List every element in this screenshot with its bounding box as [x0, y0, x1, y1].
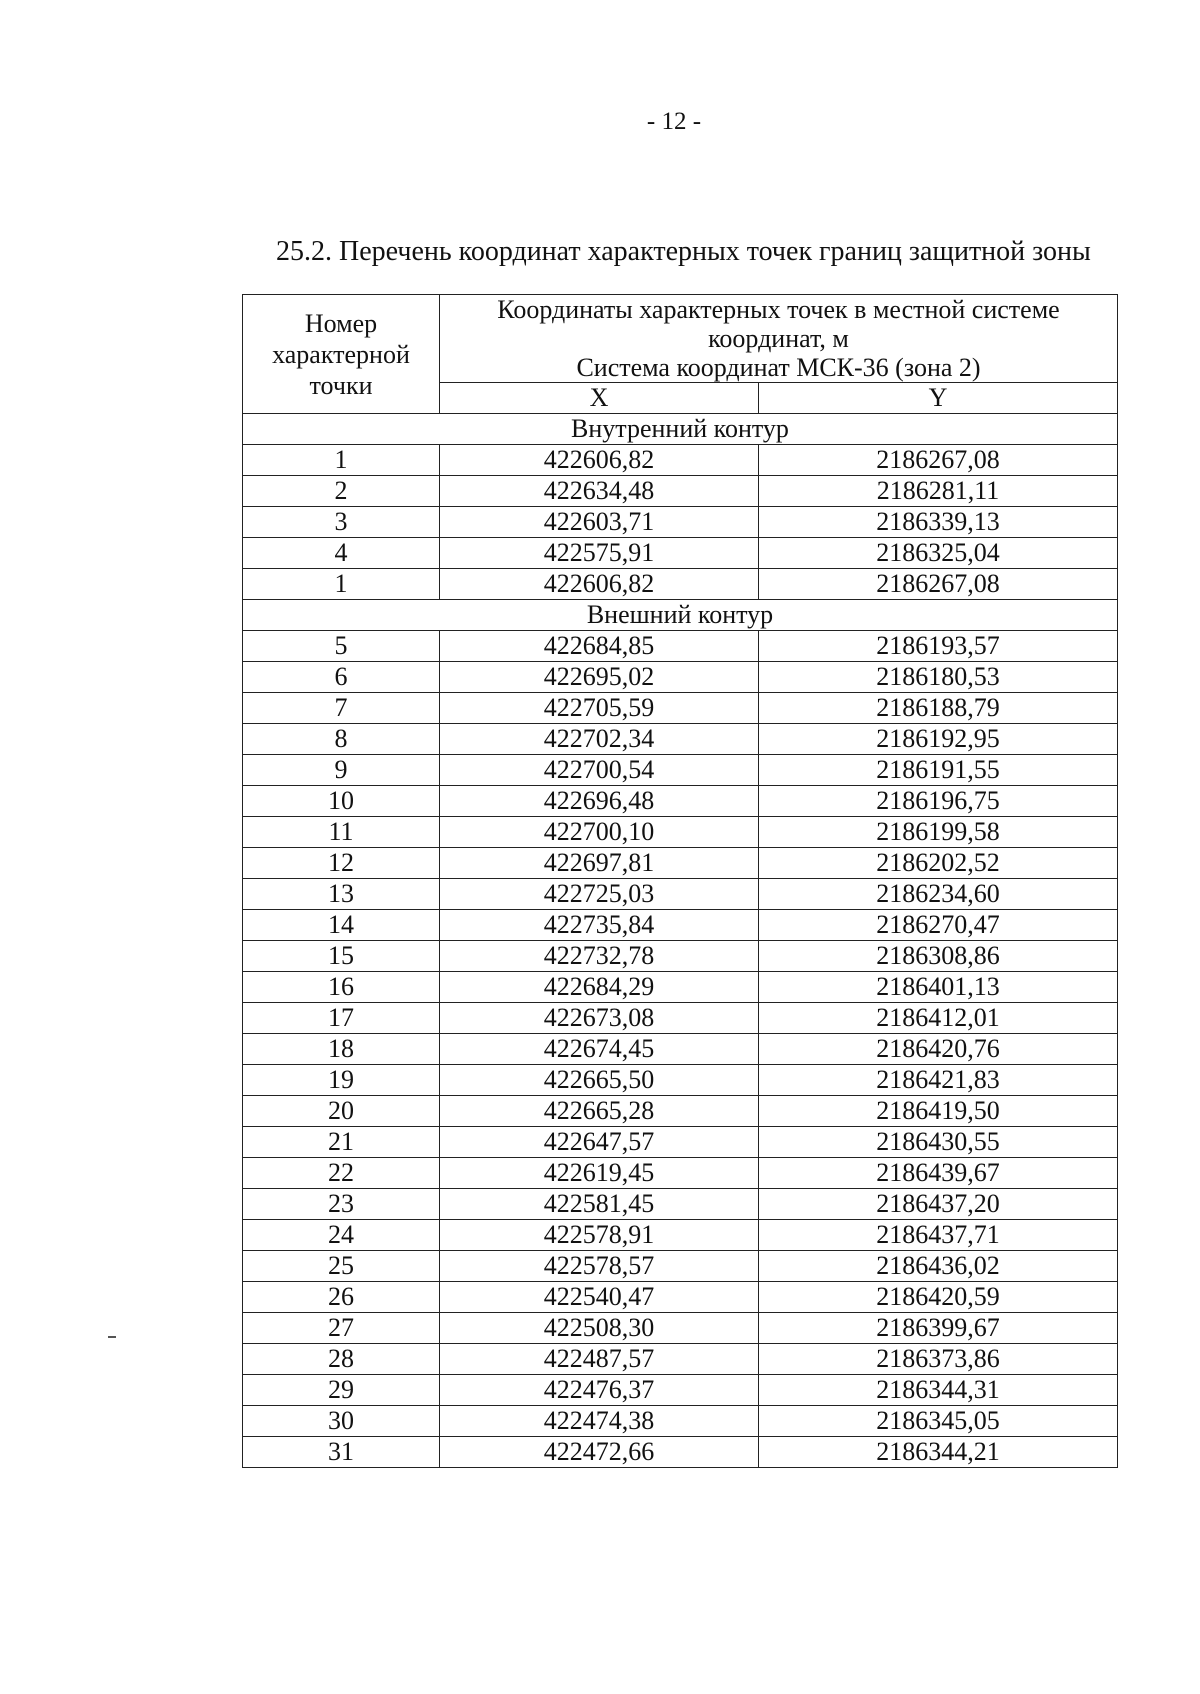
- y-coordinate-cell: 2186180,53: [759, 662, 1118, 693]
- point-number-cell: 16: [243, 972, 440, 1003]
- header-point-number-line: Номер: [304, 308, 378, 338]
- point-number-cell: 26: [243, 1282, 440, 1313]
- table-row: [243, 1189, 1118, 1220]
- header-coordinates-line: Система координат МСК-36 (зона 2): [576, 353, 981, 382]
- header-x: X: [440, 383, 759, 414]
- point-number-cell: 8: [243, 724, 440, 755]
- section-title-cell: Внешний контур: [243, 600, 1118, 631]
- y-coordinate-cell: 2186430,55: [759, 1127, 1118, 1158]
- section-row: [243, 600, 1118, 631]
- page-number: - 12 -: [646, 108, 702, 135]
- point-number-cell: 1: [243, 569, 440, 600]
- table-row: [243, 631, 1118, 662]
- y-coordinate-cell: 2186234,60: [759, 879, 1118, 910]
- table-row: [243, 1034, 1118, 1065]
- x-coordinate-cell: 422540,47: [440, 1282, 759, 1313]
- x-coordinate-cell: 422674,45: [440, 1034, 759, 1065]
- y-coordinate-cell: 2186199,58: [759, 817, 1118, 848]
- header-point-number-line: точки: [309, 370, 373, 400]
- x-coordinate-cell: 422578,57: [440, 1251, 759, 1282]
- y-coordinate-cell: 2186436,02: [759, 1251, 1118, 1282]
- y-coordinate-cell: 2186270,47: [759, 910, 1118, 941]
- x-coordinate-cell: 422673,08: [440, 1003, 759, 1034]
- x-coordinate-cell: 422619,45: [440, 1158, 759, 1189]
- x-coordinate-cell: 422472,66: [440, 1437, 759, 1468]
- x-coordinate-cell: 422578,91: [440, 1220, 759, 1251]
- y-coordinate-cell: 2186345,05: [759, 1406, 1118, 1437]
- y-coordinate-cell: 2186421,83: [759, 1065, 1118, 1096]
- x-coordinate-cell: 422474,38: [440, 1406, 759, 1437]
- table-row: [243, 724, 1118, 755]
- y-coordinate-cell: 2186401,13: [759, 972, 1118, 1003]
- table-row: [243, 910, 1118, 941]
- x-coordinate-cell: 422700,10: [440, 817, 759, 848]
- point-number-cell: 6: [243, 662, 440, 693]
- y-coordinate-cell: 2186399,67: [759, 1313, 1118, 1344]
- table-row: [243, 1251, 1118, 1282]
- x-coordinate-cell: 422700,54: [440, 755, 759, 786]
- header-coordinates-line: координат, м: [708, 324, 849, 353]
- x-coordinate-cell: 422606,82: [440, 569, 759, 600]
- point-number-cell: 5: [243, 631, 440, 662]
- y-coordinate-cell: 2186344,31: [759, 1375, 1118, 1406]
- x-coordinate-cell: 422725,03: [440, 879, 759, 910]
- table-row: [243, 879, 1118, 910]
- point-number-cell: 29: [243, 1375, 440, 1406]
- y-coordinate-cell: 2186437,71: [759, 1220, 1118, 1251]
- table-row: [243, 1406, 1118, 1437]
- table-row: [243, 569, 1118, 600]
- coordinates-table: [242, 294, 1118, 1468]
- point-number-cell: 2: [243, 476, 440, 507]
- y-coordinate-cell: 2186412,01: [759, 1003, 1118, 1034]
- table-row: [243, 507, 1118, 538]
- y-coordinate-cell: 2186325,04: [759, 538, 1118, 569]
- x-coordinate-cell: 422647,57: [440, 1127, 759, 1158]
- table-row: [243, 1344, 1118, 1375]
- y-coordinate-cell: 2186308,86: [759, 941, 1118, 972]
- y-coordinate-cell: 2186344,21: [759, 1437, 1118, 1468]
- table-row: [243, 1065, 1118, 1096]
- table-row: [243, 848, 1118, 879]
- y-coordinate-cell: 2186439,67: [759, 1158, 1118, 1189]
- x-coordinate-cell: 422732,78: [440, 941, 759, 972]
- point-number-cell: 10: [243, 786, 440, 817]
- table-row: [243, 817, 1118, 848]
- header-coordinates: [440, 295, 1118, 383]
- point-number-cell: 15: [243, 941, 440, 972]
- table-row: [243, 1375, 1118, 1406]
- point-number-cell: 19: [243, 1065, 440, 1096]
- point-number-cell: 11: [243, 817, 440, 848]
- table-row: [243, 1282, 1118, 1313]
- x-coordinate-cell: 422476,37: [440, 1375, 759, 1406]
- y-coordinate-cell: 2186267,08: [759, 445, 1118, 476]
- table-row: [243, 1003, 1118, 1034]
- header-point-number: [243, 295, 440, 414]
- x-coordinate-cell: 422705,59: [440, 693, 759, 724]
- point-number-cell: 7: [243, 693, 440, 724]
- x-coordinate-cell: 422575,91: [440, 538, 759, 569]
- x-coordinate-cell: 422581,45: [440, 1189, 759, 1220]
- x-coordinate-cell: 422634,48: [440, 476, 759, 507]
- y-coordinate-cell: 2186202,52: [759, 848, 1118, 879]
- table-body: [243, 414, 1118, 1468]
- table-row: [243, 1127, 1118, 1158]
- point-number-cell: 13: [243, 879, 440, 910]
- x-coordinate-cell: 422487,57: [440, 1344, 759, 1375]
- point-number-cell: 30: [243, 1406, 440, 1437]
- x-coordinate-cell: 422695,02: [440, 662, 759, 693]
- point-number-cell: 27: [243, 1313, 440, 1344]
- x-coordinate-cell: 422665,28: [440, 1096, 759, 1127]
- point-number-cell: 17: [243, 1003, 440, 1034]
- point-number-cell: 31: [243, 1437, 440, 1468]
- y-coordinate-cell: 2186196,75: [759, 786, 1118, 817]
- point-number-cell: 20: [243, 1096, 440, 1127]
- table-row: [243, 538, 1118, 569]
- x-coordinate-cell: 422696,48: [440, 786, 759, 817]
- x-coordinate-cell: 422508,30: [440, 1313, 759, 1344]
- y-coordinate-cell: 2186437,20: [759, 1189, 1118, 1220]
- x-coordinate-cell: 422697,81: [440, 848, 759, 879]
- header-point-number-line: характерной: [272, 339, 410, 369]
- point-number-cell: 12: [243, 848, 440, 879]
- point-number-cell: 23: [243, 1189, 440, 1220]
- point-number-cell: 1: [243, 445, 440, 476]
- header-y: Y: [759, 383, 1118, 414]
- point-number-cell: 4: [243, 538, 440, 569]
- table-header: [243, 295, 1118, 414]
- point-number-cell: 18: [243, 1034, 440, 1065]
- x-coordinate-cell: 422603,71: [440, 507, 759, 538]
- point-number-cell: 3: [243, 507, 440, 538]
- table-row: [243, 1220, 1118, 1251]
- section-row: [243, 414, 1118, 445]
- y-coordinate-cell: 2186192,95: [759, 724, 1118, 755]
- point-number-cell: 14: [243, 910, 440, 941]
- scan-mark: [108, 1336, 116, 1338]
- point-number-cell: 21: [243, 1127, 440, 1158]
- point-number-cell: 25: [243, 1251, 440, 1282]
- y-coordinate-cell: 2186188,79: [759, 693, 1118, 724]
- x-coordinate-cell: 422702,34: [440, 724, 759, 755]
- table-row: [243, 941, 1118, 972]
- x-coordinate-cell: 422606,82: [440, 445, 759, 476]
- x-coordinate-cell: 422684,29: [440, 972, 759, 1003]
- y-coordinate-cell: 2186373,86: [759, 1344, 1118, 1375]
- y-coordinate-cell: 2186193,57: [759, 631, 1118, 662]
- table-row: [243, 972, 1118, 1003]
- y-coordinate-cell: 2186339,13: [759, 507, 1118, 538]
- table-row: [243, 445, 1118, 476]
- point-number-cell: 28: [243, 1344, 440, 1375]
- table-row: [243, 786, 1118, 817]
- table-row: [243, 1096, 1118, 1127]
- table-row: [243, 1437, 1118, 1468]
- table-row: [243, 662, 1118, 693]
- x-coordinate-cell: 422665,50: [440, 1065, 759, 1096]
- table-row: [243, 755, 1118, 786]
- section-title: 25.2. Перечень координат характерных точек границ защитной зоны: [276, 236, 1091, 267]
- table-row: [243, 693, 1118, 724]
- header-coordinates-line: Координаты характерных точек в местной системе: [497, 295, 1060, 324]
- point-number-cell: 9: [243, 755, 440, 786]
- section-title-cell: Внутренний контур: [243, 414, 1118, 445]
- y-coordinate-cell: 2186420,76: [759, 1034, 1118, 1065]
- x-coordinate-cell: 422684,85: [440, 631, 759, 662]
- table-row: [243, 476, 1118, 507]
- table-row: [243, 1158, 1118, 1189]
- y-coordinate-cell: 2186281,11: [759, 476, 1118, 507]
- x-coordinate-cell: 422735,84: [440, 910, 759, 941]
- y-coordinate-cell: 2186191,55: [759, 755, 1118, 786]
- y-coordinate-cell: 2186420,59: [759, 1282, 1118, 1313]
- point-number-cell: 22: [243, 1158, 440, 1189]
- y-coordinate-cell: 2186267,08: [759, 569, 1118, 600]
- y-coordinate-cell: 2186419,50: [759, 1096, 1118, 1127]
- point-number-cell: 24: [243, 1220, 440, 1251]
- table-row: [243, 1313, 1118, 1344]
